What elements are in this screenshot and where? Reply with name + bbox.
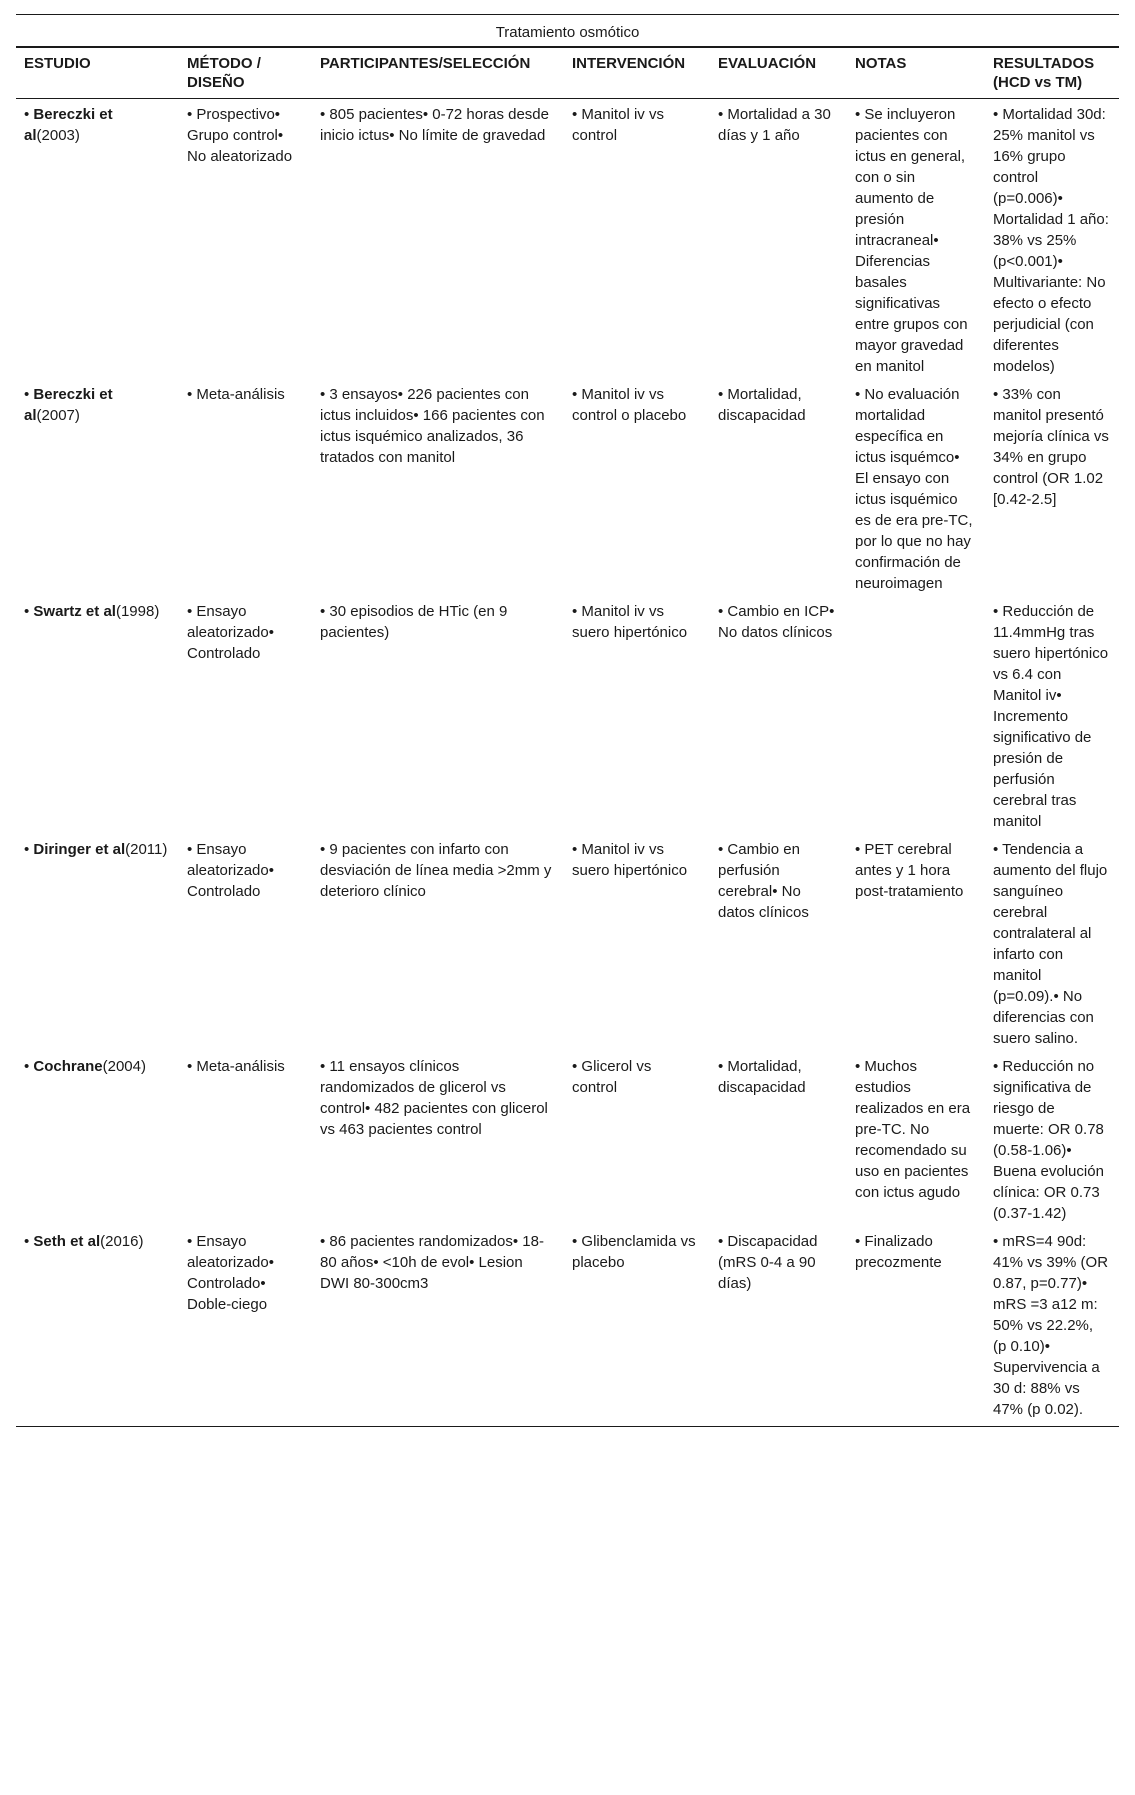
table-header-row	[16, 47, 1119, 99]
cell-results: • mRS=4 90d: 41% vs 39% (OR 0.87, p=0.77)• mRS =3 a12 m: 50% vs 22.2%, (p 0.10)• Supervivencia a 30 d: 88% vs 47% (p 0.02).	[985, 1226, 1119, 1427]
study-name: Diringer et al	[33, 841, 126, 858]
cell-method: • Meta-análisis	[187, 1058, 285, 1075]
study-name: Seth et al	[33, 1233, 101, 1250]
cell-method: • Ensayo aleatorizado• Controlado• Doble-ciego	[179, 1226, 312, 1427]
table-container	[16, 14, 1119, 1427]
cell-notes	[847, 596, 985, 834]
cell-study	[16, 1226, 179, 1427]
cell-study	[16, 379, 179, 596]
study-year: (2003)	[36, 127, 80, 144]
cell-intervention: • Glicerol vs control	[572, 1058, 652, 1096]
header-intervencion: INTERVENCIÓN	[564, 47, 710, 99]
study-year: (2016)	[100, 1233, 144, 1250]
cell-participants: • 3 ensayos• 226 pacientes con ictus incluidos• 166 pacientes con ictus isquémico analizados, 36 tratados con manitol	[320, 386, 545, 466]
cell-study	[16, 834, 179, 1051]
osmotic-treatment-table	[16, 14, 1119, 1427]
cell-intervention: • Manitol iv vs control	[572, 106, 664, 144]
cell-evaluation: • Mortalidad, discapacidad	[718, 1058, 806, 1096]
study-bullet: •	[24, 1058, 34, 1075]
cell-intervention: • Manitol iv vs suero hipertónico	[572, 841, 688, 879]
table-caption: Tratamiento osmótico	[16, 15, 1119, 48]
table-caption-row	[16, 15, 1119, 48]
cell-notes: • No evaluación mortalidad específica en ictus isquémco• El ensayo con ictus isquémico es de era pre-TC, por lo que no hay confirmación de neuroimagen	[855, 386, 973, 592]
cell-intervention: • Glibenclamida vs placebo	[564, 1226, 710, 1427]
cell-method: • Ensayo aleatorizado• Controlado	[187, 841, 274, 900]
header-participantes: PARTICIPANTES/SELECCIÓN	[312, 47, 564, 99]
cell-notes: • PET cerebral antes y 1 hora post-tratamiento	[855, 841, 964, 900]
table-row	[16, 596, 1119, 834]
header-notas: NOTAS	[847, 47, 985, 99]
cell-intervention: • Manitol iv vs control o placebo	[572, 386, 687, 424]
header-estudio: ESTUDIO	[16, 47, 179, 99]
cell-notes: • Se incluyeron pacientes con ictus en general, con o sin aumento de presión intracraneal• Diferencias basales significativas entre grupos con mayor gravedad en manitol	[855, 106, 968, 375]
cell-results: • Reducción de 11.4mmHg tras suero hipertónico vs 6.4 con Manitol iv• Incremento significativo de presión de perfusión cerebral tras manitol	[993, 603, 1109, 830]
cell-evaluation: • Mortalidad, discapacidad	[718, 386, 806, 424]
header-evaluacion: EVALUACIÓN	[710, 47, 847, 99]
study-name: Swartz et al	[33, 603, 116, 620]
cell-participants: • 86 pacientes randomizados• 18-80 años• <10h de evol• Lesion DWI 80-300cm3	[312, 1226, 564, 1427]
cell-results: • 33% con manitol presentó mejoría clínica vs 34% en grupo control (OR 1.02 [0.42-2.5]	[993, 386, 1109, 508]
header-resultados: RESULTADOS (HCD vs TM)	[985, 47, 1119, 99]
cell-participants: • 9 pacientes con infarto con desviación de línea media >2mm y deterioro clínico	[320, 841, 552, 900]
table-row	[16, 1226, 1119, 1427]
cell-intervention: • Manitol iv vs suero hipertónico	[572, 603, 688, 641]
cell-participants: • 805 pacientes• 0-72 horas desde inicio ictus• No límite de gravedad	[320, 106, 549, 144]
study-year: (2007)	[36, 407, 80, 424]
study-year: (1998)	[115, 603, 160, 620]
cell-method: • Meta-análisis	[187, 386, 285, 403]
cell-study	[16, 596, 179, 834]
study-name: Bereczki et al	[24, 386, 113, 424]
cell-evaluation: • Cambio en perfusión cerebral• No datos clínicos	[718, 841, 809, 921]
cell-study	[16, 1051, 179, 1226]
study-bullet: •	[24, 603, 34, 620]
cell-results: • Mortalidad 30d: 25% manitol vs 16% grupo control (p=0.006)• Mortalidad 1 año: 38% vs 25% (p<0.001)• Multivariante: No efecto o efecto perjudicial (con diferentes modelos)	[993, 106, 1109, 375]
cell-participants: • 30 episodios de HTic (en 9 pacientes)	[320, 603, 508, 641]
cell-method: • Prospectivo• Grupo control• No aleatorizado	[187, 106, 293, 165]
study-year: (2004)	[102, 1058, 146, 1075]
cell-results: • Tendencia a aumento del flujo sanguíneo cerebral contralateral al infarto con manitol (p=0.09).• No diferencias con suero salino.	[993, 841, 1108, 1047]
cell-notes: • Finalizado precozmente	[847, 1226, 985, 1427]
table-row	[16, 834, 1119, 1051]
study-name: Bereczki et al	[24, 106, 113, 144]
study-bullet: •	[24, 386, 34, 403]
header-metodo: MÉTODO / DISEÑO	[179, 47, 312, 99]
cell-notes: • Muchos estudios realizados en era pre-TC. No recomendado su uso en pacientes con ictus agudo	[855, 1058, 971, 1201]
table-row	[16, 1051, 1119, 1226]
cell-method: • Ensayo aleatorizado• Controlado	[187, 603, 274, 662]
cell-participants: • 11 ensayos clínicos randomizados de glicerol vs control• 482 pacientes con glicerol vs 463 pacientes control	[320, 1058, 548, 1138]
cell-evaluation: • Mortalidad a 30 días y 1 año	[718, 106, 831, 144]
table-row	[16, 99, 1119, 380]
study-year: (2011)	[125, 841, 168, 858]
study-bullet: •	[24, 1233, 34, 1250]
study-bullet: •	[24, 841, 34, 858]
cell-evaluation: • Discapacidad (mRS 0-4 a 90 días)	[710, 1226, 847, 1427]
study-bullet: •	[24, 106, 34, 123]
table-row	[16, 379, 1119, 596]
study-name: Cochrane	[33, 1058, 103, 1075]
cell-evaluation: • Cambio en ICP• No datos clínicos	[718, 603, 835, 641]
cell-study	[16, 99, 179, 380]
cell-results: • Reducción no significativa de riesgo de muerte: OR 0.78 (0.58-1.06)• Buena evolución clínica: OR 0.73 (0.37-1.42)	[993, 1058, 1104, 1222]
